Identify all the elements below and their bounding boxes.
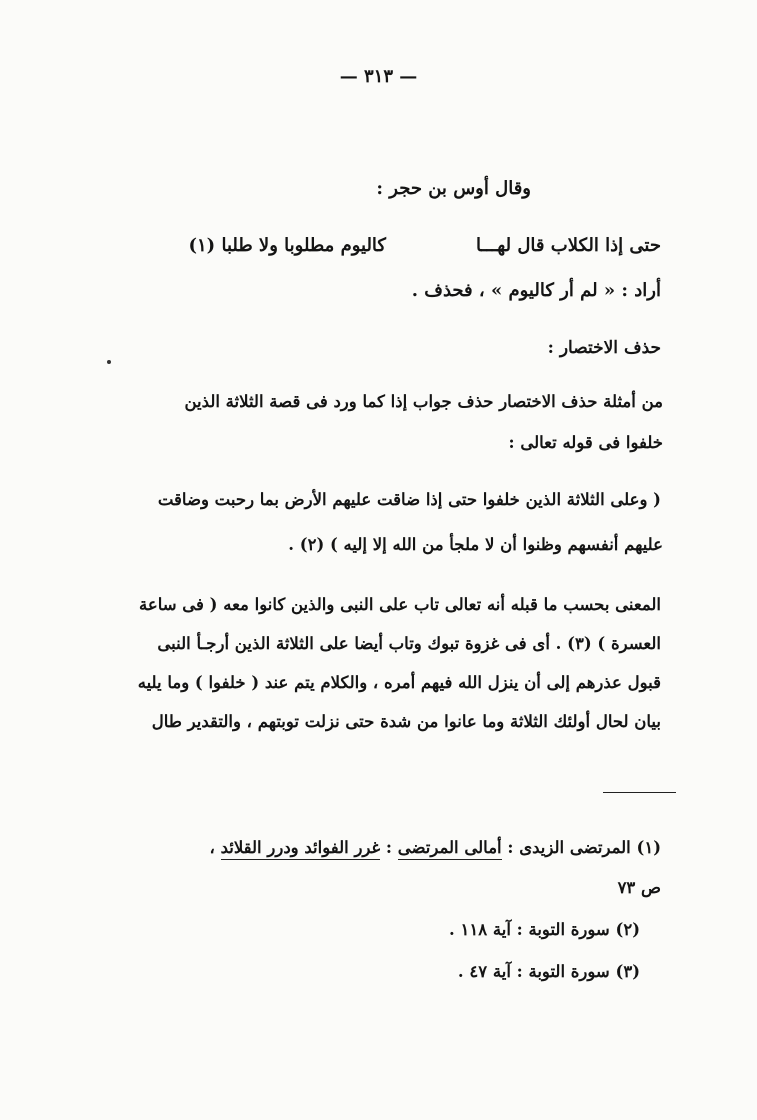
stray-dot [107, 360, 111, 364]
verse-hemistich-second: كاليوم مطلوبا ولا طلبا (١) [188, 235, 386, 256]
footnote-1-separator: : [385, 838, 392, 857]
verse-hemistich-first: حتى إذا الكلاب قال لهـــا [475, 235, 661, 256]
verse-gloss: أراد : « لم أر كاليوم » ، فحذف . [411, 280, 661, 301]
footnote-1 [210, 838, 662, 857]
paragraph-2-line-1: المعنى بحسب ما قبله أنه تعالى تاب على النبى والذين كانوا معه ( فى ساعة [139, 595, 661, 614]
intro-line: وقال أوس بن حجر : [376, 178, 531, 199]
footnote-1-page-ref: ص ٧٣ [617, 878, 661, 897]
footnote-1-tail: ، [209, 838, 215, 857]
paragraph-2-line-2: العسرة ) (٣) . أى فى غزوة تبوك وتاب أيضا على الثلاثة الذين أرجـأ النبى [157, 634, 661, 653]
footnote-1-author: المرتضى الزيدى : [507, 838, 631, 857]
quran-line-1: ( وعلى الثلاثة الذين خلفوا حتى إذا ضاقت عليهم الأرض بما رحبت وضاقت [157, 490, 661, 509]
quran-line-2: عليهم أنفسهم وظنوا أن لا ملجأ من الله إلا إليه ) (٢) . [288, 535, 663, 554]
paragraph-2-line-3: قبول عذرهم إلى أن ينزل الله فيهم أمره ، والكلام يتم عند ( خلفوا ) وما يليه [137, 673, 661, 692]
footnote-1-subtitle: غرر الفوائد ودرر القلائد [221, 838, 381, 860]
paragraph-1-line-1: من أمثلة حذف الاختصار حذف جواب إذا كما ورد فى قصة الثلاثة الذين [184, 392, 663, 411]
section-heading: حذف الاختصار : [547, 338, 661, 358]
footnote-1-number: (١) [636, 838, 661, 857]
footnote-3: (٣) سورة التوبة : آية ٤٧ . [457, 962, 640, 981]
paragraph-2-line-4: بيان لحال أولئك الثلاثة وما عانوا من شدة حتى نزلت توبتهم ، والتقدير طال [151, 712, 661, 731]
footnote-1-book: أمالى المرتضى [398, 838, 502, 860]
footnote-2: (٢) سورة التوبة : آية ١١٨ . [449, 920, 640, 939]
footnote-rule [603, 792, 676, 793]
paragraph-1-line-2: خلفوا فى قوله تعالى : [508, 433, 663, 452]
page-number: — ٣١٣ — [339, 66, 418, 87]
